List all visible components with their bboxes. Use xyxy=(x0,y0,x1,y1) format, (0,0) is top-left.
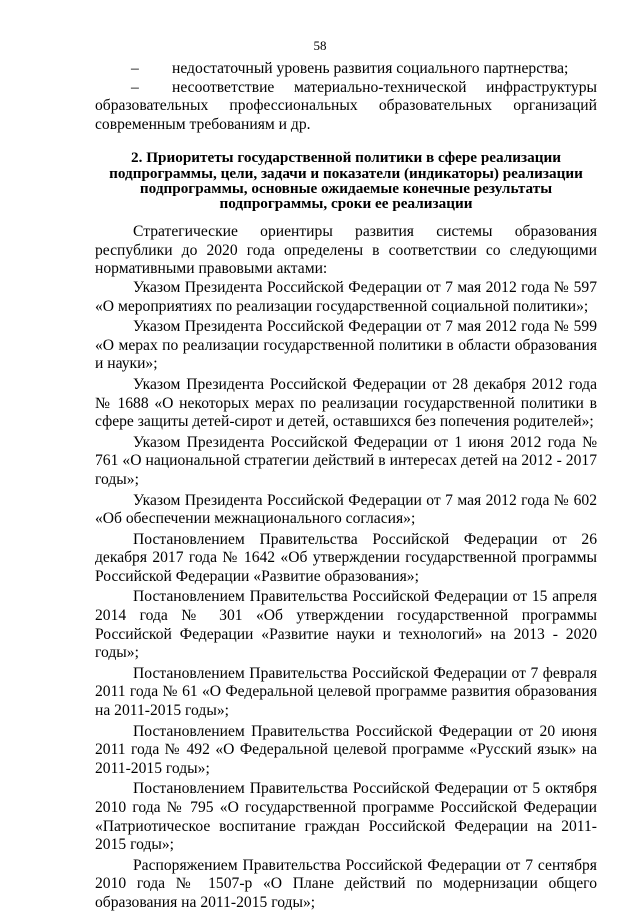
page-number: 58 xyxy=(313,38,327,53)
legal-act-item: Постановлением Правительства Российской Федерации от 26 декабря 2017 года № 1642 «Об утверждении государственной программы Российской Федерации «Развитие образования»; xyxy=(95,530,597,585)
list-item-text: несоответствие материально-технической инфраструктуры xyxy=(172,78,597,96)
legal-act-item: Указом Президента Российской Федерации от 1 июня 2012 года № 761 «О национальной стратегии действий в интересах детей на 2012 - 2017 годы»; xyxy=(95,433,597,488)
section-heading: 2. Приоритеты государственной политики в сфере реализации подпрограммы, цели, задачи и показатели (индикаторы) реализации подпрограммы, основные ожидаемые конечные результаты подпрограммы, сроки ее реализации xyxy=(109,149,583,212)
document-body xyxy=(95,60,597,915)
legal-act-item: Постановлением Правительства Российской Федерации от 20 июня 2011 года № 492 «О Федеральной целевой программе «Русский язык» на 2011-2015 годы»; xyxy=(95,722,597,777)
legal-acts-list xyxy=(95,279,597,913)
legal-act-item: Указом Президента Российской Федерации от 7 мая 2012 года № 602 «Об обеспечении межнационального согласия»; xyxy=(95,491,597,528)
legal-act-item: Постановлением Правительства Российской Федерации от 5 октября 2010 года № 795 «О государственной программе Российской Федерации «Патриотическое воспитание граждан Российской Федерации на 2011-2015 годы»; xyxy=(95,780,597,854)
list-item-continuation: образовательных профессиональных образовательных организаций современным требованиям и др. xyxy=(95,97,597,133)
list-item xyxy=(95,60,597,79)
legal-act-item: Указом Президента Российской Федерации от 7 мая 2012 года № 597 «О мероприятиях по реализации государственной социальной политики»; xyxy=(95,278,597,315)
section-lead-paragraph: Стратегические ориентиры развития системы образования республики до 2020 года определены в соответствии со следующими нормативными правовыми актами: xyxy=(95,223,597,278)
legal-act-item: Указом Президента Российской Федерации от 7 мая 2012 года № 599 «О мерах по реализации государственной политики в области образования и науки»; xyxy=(95,318,597,373)
legal-act-item: Постановлением Правительства Российской Федерации от 7 февраля 2011 года № 61 «О Федеральной целевой программе развития образования на 2011-2015 годы»; xyxy=(95,664,597,720)
list-item-text: недостаточный уровень развития социального партнерства; xyxy=(172,60,569,77)
legal-act-item: Распоряжением Правительства Российской Федерации от 7 сентября 2010 года № 1507-р «О Плане действий по модернизации общего образования на 2011-2015 годы»; xyxy=(95,856,597,911)
legal-act-item: Постановлением Правительства Российской Федерации от 15 апреля 2014 года № 301 «Об утверждении государственной программы Российской Федерации «Развитие науки и технологий» на 2013 - 2020 годы»; xyxy=(95,588,597,662)
legal-act-item: Указом Президента Российской Федерации от 28 декабря 2012 года № 1688 «О некоторых мерах по реализации государственной политики в сфере защиты детей-сирот и детей, оставшихся без попечения родителей»; xyxy=(95,375,597,431)
list-dash: – xyxy=(131,60,139,77)
list-item xyxy=(95,79,597,98)
list-dash: – xyxy=(131,78,139,96)
